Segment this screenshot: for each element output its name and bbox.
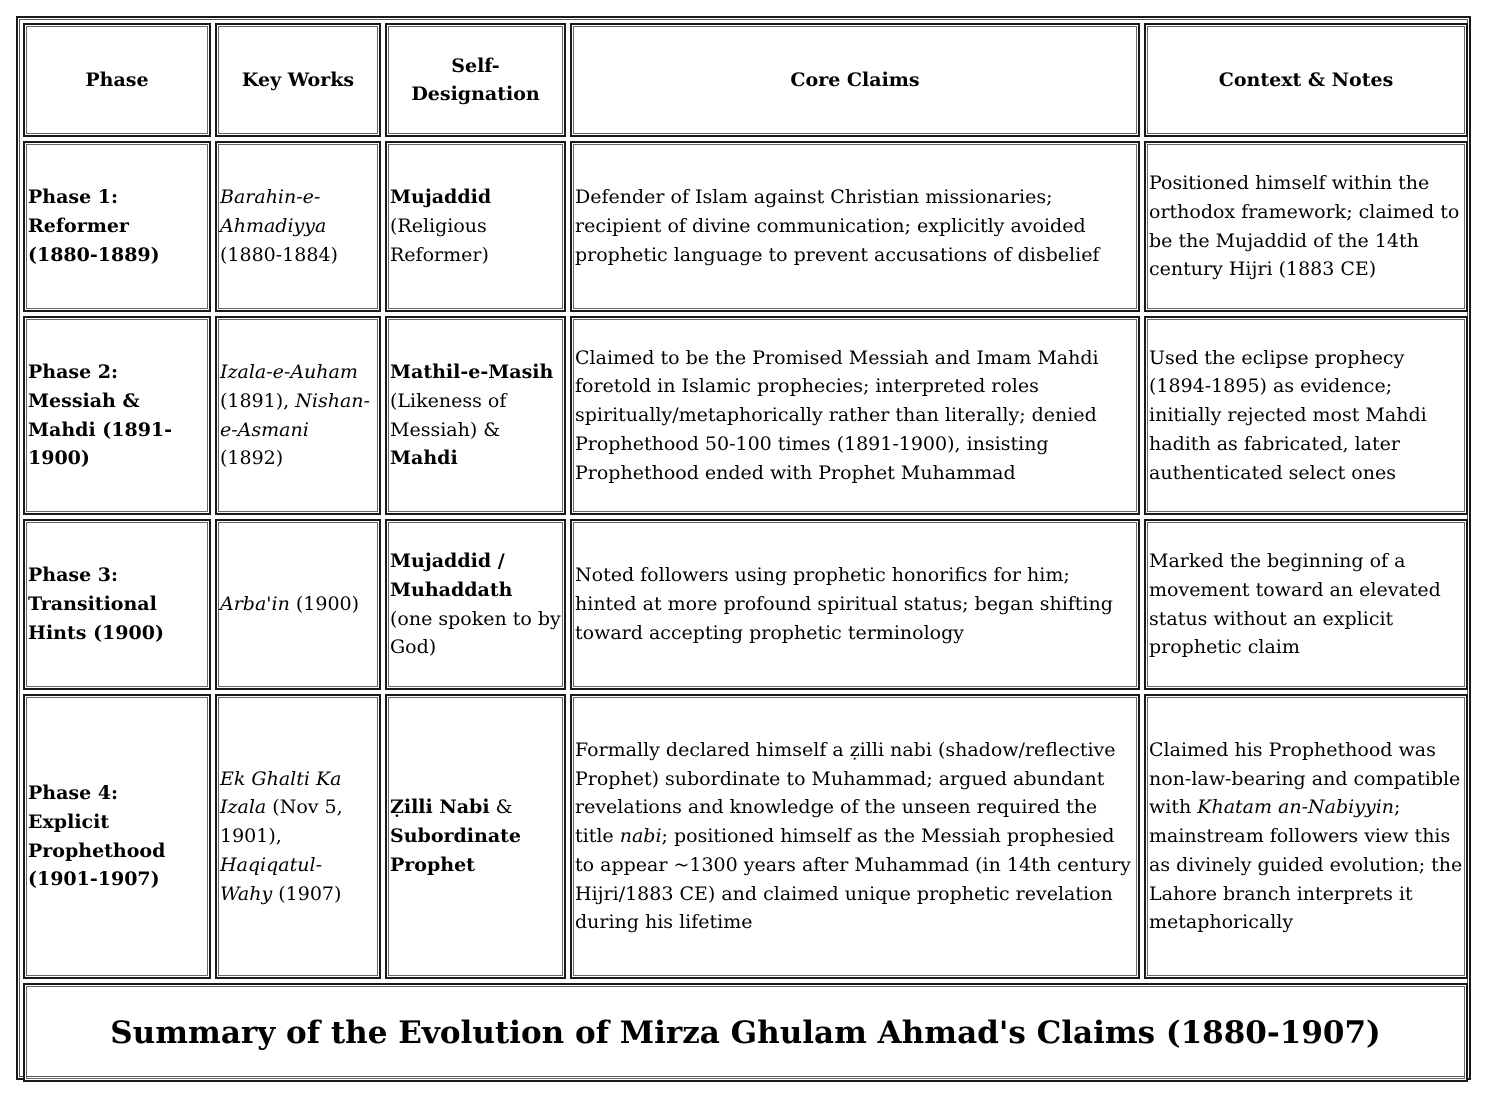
header-context-notes: Context & Notes: [1144, 23, 1468, 137]
core-claims-cell: Noted followers using prophetic honorifics for him; hinted at more profound spiritual status; began shifting toward accepting prophetic terminology: [570, 519, 1140, 690]
phase-cell: Phase 4: Explicit Prophethood (1901-1907): [23, 694, 211, 979]
core-claims-cell: Claimed to be the Promised Messiah and Imam Mahdi foretold in Islamic prophecies; interpreted roles spiritually/metaphorically rather than literally; denied Prophethood 50-100 times (1891-1900), insisting Prophethood ended with Prophet Muhammad: [570, 316, 1140, 515]
key-works-cell: Barahin-e- Ahmadiyya (1880-1884): [215, 141, 381, 312]
self-designation-cell: Mujaddid / Muhaddath (one spoken to by God): [385, 519, 566, 690]
self-designation-cell: Mathil-e-Masih (Likeness of Messiah) & Mahdi: [385, 316, 566, 515]
header-row: [23, 23, 1468, 137]
header-core-claims: Core Claims: [570, 23, 1140, 137]
header-self-designation: Self- Designation: [385, 23, 566, 137]
caption-row: [23, 983, 1468, 1082]
header-key-works: Key Works: [215, 23, 381, 137]
key-works-cell: Izala-e-Auham (1891), Nishan- e-Asmani (1892): [215, 316, 381, 515]
table-row: [23, 694, 1468, 979]
table-caption: Summary of the Evolution of Mirza Ghulam Ahmad's Claims (1880-1907): [23, 983, 1468, 1082]
claims-summary-table: [19, 19, 1472, 1086]
phase-cell: Phase 3: Transitional Hints (1900): [23, 519, 211, 690]
phase-cell: Phase 2: Messiah & Mahdi (1891- 1900): [23, 316, 211, 515]
table-row: [23, 141, 1468, 312]
context-notes-cell: Positioned himself within the orthodox framework; claimed to be the Mujaddid of the 14th century Hijri (1883 CE): [1144, 141, 1468, 312]
table-row: [23, 316, 1468, 515]
header-phase: Phase: [23, 23, 211, 137]
core-claims-cell: Formally declared himself a ẓilli nabi (shadow/reflective Prophet) subordinate to Muhammad; argued abundant revelations and knowledge of the unseen required the title nabi; positioned himself as the Messiah prophesied to appear ~1300 years after Muhammad (in 14th century Hijri/1883 CE) and claimed unique prophetic revelation during his lifetime: [570, 694, 1140, 979]
context-notes-cell: Claimed his Prophethood was non-law-bearing and compatible with Khatam an-Nabiyyin; mainstream followers view this as divinely guided evolution; the Lahore branch interprets it metaphorically: [1144, 694, 1468, 979]
table-row: [23, 519, 1468, 690]
self-designation-cell: Ẓilli Nabi & Subordinate Prophet: [385, 694, 566, 979]
phase-cell: Phase 1: Reformer (1880-1889): [23, 141, 211, 312]
core-claims-cell: Defender of Islam against Christian missionaries; recipient of divine communication; explicitly avoided prophetic language to prevent accusations of disbelief: [570, 141, 1140, 312]
key-works-cell: Arba'in (1900): [215, 519, 381, 690]
key-works-cell: Ek Ghalti Ka Izala (Nov 5, 1901), Haqiqatul- Wahy (1907): [215, 694, 381, 979]
context-notes-cell: Used the eclipse prophecy (1894-1895) as evidence; initially rejected most Mahdi hadith as fabricated, later authenticated select ones: [1144, 316, 1468, 515]
self-designation-cell: Mujaddid (Religious Reformer): [385, 141, 566, 312]
context-notes-cell: Marked the beginning of a movement toward an elevated status without an explicit prophetic claim: [1144, 519, 1468, 690]
